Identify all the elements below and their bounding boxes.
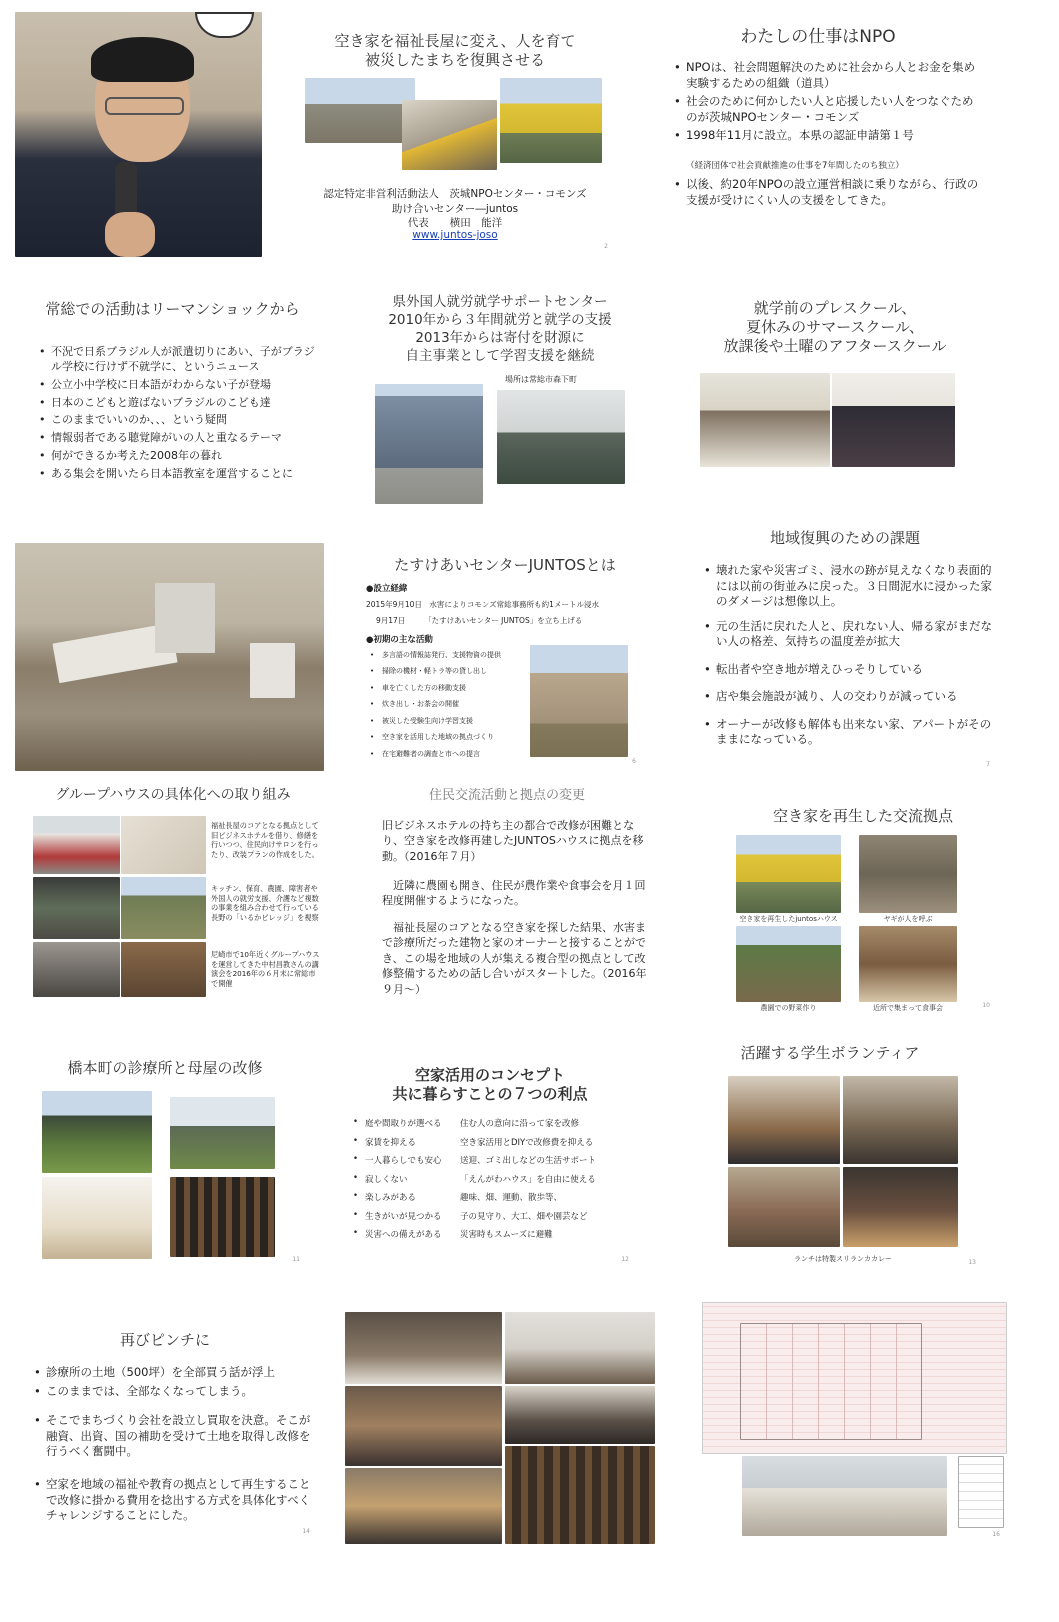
section-founding: ●設立経緯 xyxy=(366,584,408,594)
activity-list xyxy=(370,651,535,759)
garden-photo xyxy=(736,926,841,1002)
glasses xyxy=(105,97,184,115)
bullet-item: • 診療所の土地（500坪）を全部買う話が浮上 xyxy=(34,1365,316,1381)
bullet-list xyxy=(39,345,315,485)
benefit-key: 家賃を抑える xyxy=(365,1137,417,1148)
workshop-photo-1 xyxy=(345,1386,502,1466)
bullet-item: • このままでは、全部なくなってしまう。 xyxy=(34,1384,316,1400)
classroom-photo xyxy=(497,390,625,484)
hotel-photo xyxy=(33,816,120,874)
slide-title-line2: 夏休みのサマースクール、 xyxy=(746,318,924,336)
caption-3: 農園での野菜作り xyxy=(760,1004,817,1012)
lunch-caption: ランチは特製スリランカカレー xyxy=(794,1255,892,1263)
bullet-list-2 xyxy=(674,177,984,211)
benefit-value: 空き家活用とDIYで改修費を抑える xyxy=(460,1137,594,1148)
slide-title-line1: 空き家を福祉長屋に変え、人を育て xyxy=(334,32,576,50)
slide-2-cover xyxy=(290,20,620,250)
bullet-list xyxy=(704,563,994,748)
slide-17-collage xyxy=(345,1312,655,1544)
meal-photo xyxy=(859,926,957,1002)
activity-item: • 炊き出し・お茶会の開催 xyxy=(370,700,535,709)
slide-18-floorplan xyxy=(700,1298,1010,1538)
slide-title-line2: 2010年から３年間就労と就学の支援 xyxy=(388,312,612,328)
activity-item: • 在宅避難者の調査と市への提言 xyxy=(370,750,535,759)
slide-title-line2: 共に暮らすことの７つの利点 xyxy=(392,1085,588,1103)
bullet-item: • 1998年11月に設立。本県の認証申請第１号 xyxy=(674,128,984,144)
center-name: 助け合いセンター―juntos xyxy=(391,203,519,215)
slide-title: わたしの仕事はNPO xyxy=(740,27,896,47)
slide-title: たすけあいセンターJUNTOSとは xyxy=(394,556,616,574)
representative: 代表 横田 能洋 xyxy=(407,217,503,229)
slide-title-line2: 被災したまちを復興させる xyxy=(364,51,545,69)
hair xyxy=(91,37,194,82)
bullet-item: • 転出者や空き地が増えひっそりしている xyxy=(704,662,994,678)
slide-15-students xyxy=(700,1040,990,1270)
slide-5-support-center xyxy=(365,292,635,512)
org-name: 認定特定非営利活動法人 茨城NPOセンター・コモンズ xyxy=(323,188,587,200)
class-photo xyxy=(700,373,830,467)
slide-12-exchange-base xyxy=(728,803,998,1013)
activity-item: • 空き家を活用した地域の拠点づくり xyxy=(370,733,535,742)
slide-11-exchange xyxy=(372,788,657,1000)
meeting-photo-2 xyxy=(505,1312,655,1384)
slide-title-line1: 県外国人就労就学サポートセンター xyxy=(392,294,608,310)
benefit-key: 寂しくない xyxy=(365,1174,408,1185)
slide-title: 常総での活動はリーマンショックから xyxy=(45,300,300,318)
slide-16-pinch xyxy=(30,1325,320,1535)
slide-13-clinic xyxy=(40,1055,310,1265)
benefit-row: • 庭や間取りが選べる 住む人の意向に沿って家を改修 xyxy=(353,1117,633,1136)
bullet-item: • 社会のために何かしたい人と応援したい人をつなぐためのが茨城NPOセンター・コモンズ xyxy=(674,94,984,125)
excavator-photo xyxy=(402,100,497,170)
heater xyxy=(250,643,295,698)
slide-10-group-house xyxy=(28,786,328,1001)
slide-title: 橋本町の診療所と母屋の改修 xyxy=(67,1059,263,1077)
benefit-value: 住む人の意向に沿って家を改修 xyxy=(460,1119,580,1129)
paragraph-3: 福祉長屋のコアとなる空き家を探した結果、水害まで診療所だった建物と家のオーナーと接することができ、この場を地域の人が集える複合型の拠点として改修整備するための話し合いがスタートした。（2016年９月～） xyxy=(382,921,647,996)
page-number: 2 xyxy=(604,243,608,250)
location-caption: 場所は常総市森下町 xyxy=(505,375,577,384)
goat-photo xyxy=(859,835,957,913)
activity-item: • 多言語の情報誌発行、支援物資の提供 xyxy=(370,651,535,660)
shelf xyxy=(155,583,215,653)
benefit-row: • 生きがいが見つかる 子の見守り、大工、畑や園芸など xyxy=(353,1210,633,1229)
plan-rooms xyxy=(740,1323,922,1440)
page-number: 10 xyxy=(982,1002,990,1009)
workshop-photo-4 xyxy=(505,1446,655,1544)
bullet-item: • 何ができるか考えた2008年の暮れ xyxy=(39,449,315,464)
bullet-item: • 壊れた家や災害ゴミ、浸水の跡が見えなくなり表面的には以前の街並みに戻った。３日間泥水に浸かった家のダメージは想像以上。 xyxy=(704,563,994,610)
slide-6-schools xyxy=(690,295,980,475)
text-block-2: キッチン、保育、農園、障害者や外国人の就労支援、介護など複数の事業を組み合わせて行っている長野の「いるかビレッジ」を視察 xyxy=(211,884,319,923)
bullet-item: • ある集会を開いたら日本語教室を運営することに xyxy=(39,467,315,482)
slide-title: 空き家を再生した交流拠点 xyxy=(772,807,953,825)
workshop-photo-2 xyxy=(505,1386,655,1444)
page-number: 6 xyxy=(632,758,636,765)
page-number: 16 xyxy=(992,1531,1000,1538)
slide-title: 活躍する学生ボランティア xyxy=(740,1044,920,1062)
bullet-list xyxy=(34,1365,316,1402)
activity-item: • 掃除の機材・軽トラ等の貸し出し xyxy=(370,667,535,676)
meeting-photo-1 xyxy=(345,1312,502,1384)
founding-line-2: 9月17日 「たすけあいセンター JUNTOS」を立ち上げる xyxy=(376,616,583,625)
bullet-item: • 元の生活に戻れた人と、戻れない人、帰る家がまだない人の格差、気持ちの温度差が拡大 xyxy=(704,619,994,650)
volunteer-photo-2 xyxy=(843,1076,958,1164)
elevation-drawing xyxy=(958,1456,1004,1528)
bullet-item: • NPOは、社会問題解決のために社会から人とお金を集め実験するための組織（道具） xyxy=(674,60,984,91)
benefit-value: 「えんがわハウス」を自由に使える xyxy=(460,1174,596,1185)
volunteer-photo-1 xyxy=(728,1076,840,1164)
bullet-list xyxy=(674,60,984,144)
caption-2: ヤギが人を呼ぶ xyxy=(883,915,933,923)
paragraph-1: 旧ビジネスホテルの持ち主の都合で改修が困難となり、空き家を改修再建したJUNTOSハウスに拠点を移動。（2016年７月） xyxy=(382,819,644,863)
bullet-item: • 公立小中学校に日本語がわからない子が登場 xyxy=(39,378,315,393)
house-garden-photo xyxy=(42,1091,152,1173)
group-photo xyxy=(832,373,955,467)
lecture-photo-2 xyxy=(121,942,206,997)
slide-title-line3: 2013年からは寄付を財源に xyxy=(415,330,585,346)
page-number: 13 xyxy=(968,1259,976,1266)
slide-1-portrait xyxy=(15,12,262,257)
slide-title: グループハウスの具体化への取り組み xyxy=(55,787,291,803)
slide-14-concept xyxy=(345,1060,635,1265)
juntos-house-photo xyxy=(736,835,841,913)
slide-title-line3: 放課後や土曜のアフタースクール xyxy=(723,337,947,355)
text-block-1: 福祉長屋のコアとなる拠点として旧ビジネスホテルを借り、修繕を行いつつ、住民向けサロンを行ったり、改装プランの作成をした。 xyxy=(211,821,319,860)
presentation-photo xyxy=(33,877,120,939)
section-activities: ●初期の主な活動 xyxy=(366,635,433,645)
benefit-key: 一人暮らしでも安心 xyxy=(365,1156,442,1166)
page-number: 12 xyxy=(621,1256,629,1263)
benefit-row: • 一人暮らしでも安心 送迎、ゴミ出しなどの生活サポート xyxy=(353,1154,633,1173)
activity-item: • 車を亡くした方の移動支援 xyxy=(370,684,535,693)
bullet-item: • そこでまちづくり会社を設立し買取を決意。そこが融資、出資、国の補助を受けて土地を取得し改修を行うべく奮闘中。 xyxy=(34,1413,316,1460)
bullet-item: • 店や集会施設が減り、人の交わりが減っている xyxy=(704,689,994,705)
page-number: 14 xyxy=(302,1528,310,1535)
benefit-row: • 家賃を抑える 空き家活用とDIYで改修費を抑える xyxy=(353,1136,633,1155)
bullet-item: • 情報弱者である聴覚障がいの人と重なるテーマ xyxy=(39,431,315,446)
volunteer-photo-3 xyxy=(728,1167,840,1247)
house-model-photo xyxy=(742,1456,947,1536)
slide-8-juntos xyxy=(360,550,640,765)
benefit-table xyxy=(353,1117,633,1247)
flooded-building-photo xyxy=(530,645,628,757)
caption-1: 空き家を再生したjuntosハウス xyxy=(739,915,838,923)
floor-joists-photo xyxy=(170,1177,275,1257)
building-photo xyxy=(375,384,483,504)
slide-title-line1: 空家活用のコンセプト xyxy=(414,1066,565,1084)
slide-7-flood-room xyxy=(15,543,324,771)
bullet-list-3 xyxy=(34,1477,316,1527)
workshop-photo-3 xyxy=(345,1468,502,1544)
benefit-value: 趣味、畑、運動、散歩等、 xyxy=(460,1193,563,1203)
benefit-key: 庭や間取りが選べる xyxy=(365,1119,442,1129)
note-text: （経済団体で社会貢献推進の仕事を7年間したのち独立） xyxy=(686,161,904,171)
slide-title: 住民交流活動と拠点の変更 xyxy=(428,788,585,803)
bullet-item: • 空家を地域の福祉や教育の拠点として再生することで改修に掛かる費用を捻出する方式を具体化すべくチャレンジすることにした。 xyxy=(34,1477,316,1524)
caption-4: 近所で集まって食事会 xyxy=(873,1004,943,1012)
volunteer-photo-4 xyxy=(843,1167,958,1247)
benefit-value: 送迎、ゴミ出しなどの生活サポート xyxy=(460,1156,597,1166)
benefit-key: 災害への備えがある xyxy=(365,1230,442,1240)
bullet-item: • このままでいいのか、、、という疑問 xyxy=(39,413,315,428)
website-link[interactable]: www.juntos-joso xyxy=(412,229,498,241)
page-number: 7 xyxy=(986,761,990,768)
floorplan-model-photo xyxy=(121,816,206,874)
benefit-row: • 楽しみがある 趣味、畑、運動、散歩等、 xyxy=(353,1191,633,1210)
benefit-row: • 災害への備えがある 災害時もスムーズに避難 xyxy=(353,1228,633,1247)
slide-4-lehman xyxy=(35,298,315,493)
slide-3-npo xyxy=(668,22,998,222)
benefit-value: 子の見守り、大工、畑や園芸など xyxy=(460,1211,588,1222)
benefit-value: 災害時もスムーズに避難 xyxy=(460,1230,553,1240)
slide-title: 再びピンチに xyxy=(119,1331,210,1349)
slide-9-recovery-issues xyxy=(700,525,1000,770)
hand xyxy=(105,212,155,257)
flood-street-photo xyxy=(305,78,415,143)
village-photo xyxy=(121,877,206,939)
architecture-model-photo xyxy=(42,1177,152,1259)
bullet-item: • 不況で日系ブラジル人が派遣切りにあい、子がブラジル学校に行けず不就学に、というニュース xyxy=(39,345,315,375)
benefit-key: 生きがいが見つかる xyxy=(365,1211,442,1222)
activity-item: • 被災した受験生向け学習支援 xyxy=(370,717,535,726)
lecture-photo-1 xyxy=(33,942,120,997)
bullet-item: • オーナーが改修も解体も出来ない家、アパートがそのままになっている。 xyxy=(704,717,994,748)
benefit-key: 楽しみがある xyxy=(365,1193,417,1203)
bullet-item: • 日本のこどもと遊ばないブラジルのこども達 xyxy=(39,396,315,411)
slide-title-line1: 就学前のプレスクール、 xyxy=(753,299,917,317)
bullet-list-2 xyxy=(34,1413,316,1463)
paragraph-2: 近隣に農園も開き、住民が農作業や食事会を月１回程度開催するようになった。 xyxy=(382,879,646,908)
page-number: 11 xyxy=(292,1256,300,1263)
founding-line-1: 2015年9月10日 水害によりコモンズ常総事務所も約1メートル浸水 xyxy=(366,600,599,609)
text-block-3: 尼崎市で10年近くグループハウスを運営してきた中村昌教さんの講演会を2016年の６月末に常総市で開催 xyxy=(211,950,320,989)
yellow-house-photo xyxy=(500,78,602,163)
slide-title-line4: 自主事業として学習支援を継続 xyxy=(405,348,595,364)
benefit-row: • 寂しくない 「えんがわハウス」を自由に使える xyxy=(353,1173,633,1192)
bullet-item: • 以後、約20年NPOの設立運営相談に乗りながら、行政の支援が受けにくい人の支援をしてきた。 xyxy=(674,177,984,208)
slide-title: 地域復興のための課題 xyxy=(769,529,920,547)
houses-field-photo xyxy=(170,1097,275,1169)
